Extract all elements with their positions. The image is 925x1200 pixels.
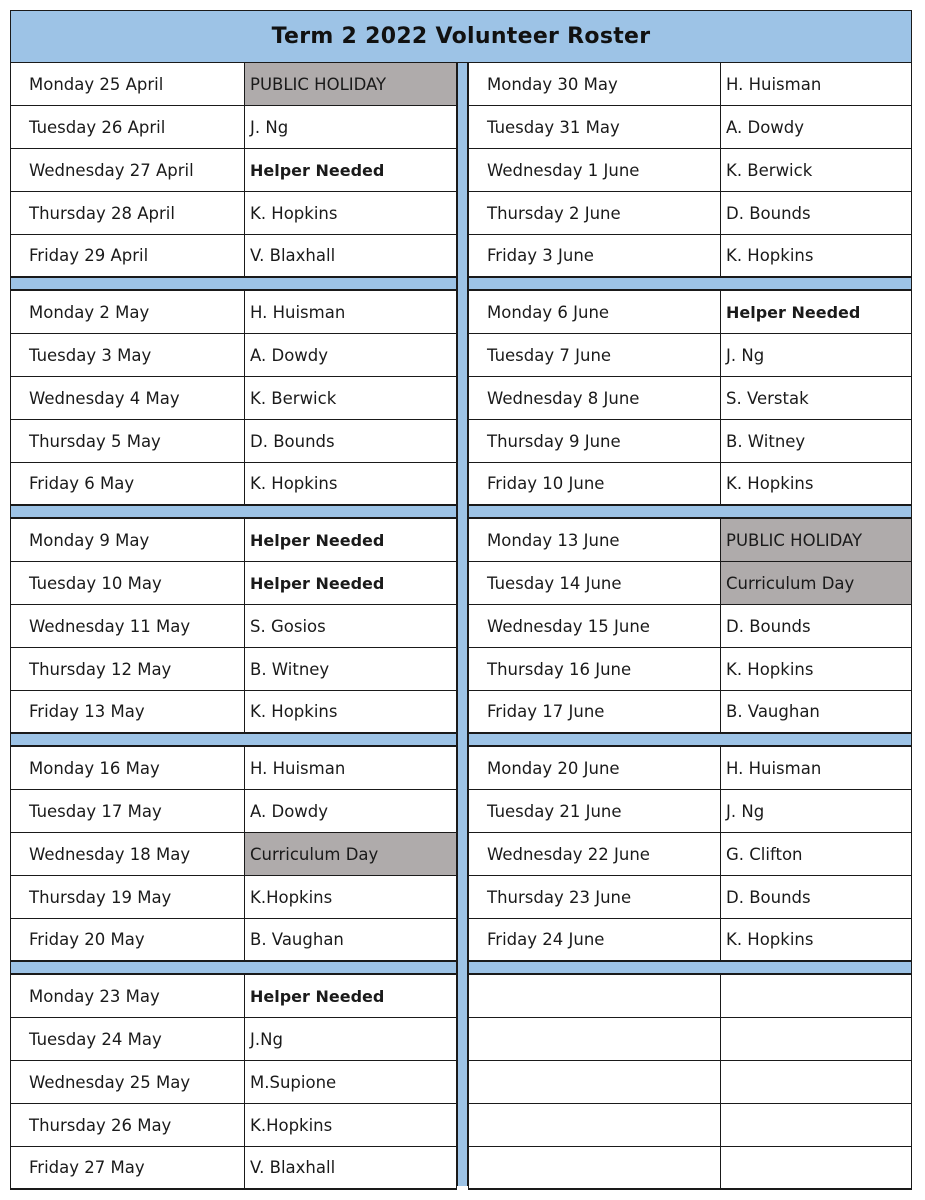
day-cell: Thursday 19 May xyxy=(11,876,245,918)
day-cell: Friday 24 June xyxy=(469,919,721,960)
day-cell: Thursday 2 June xyxy=(469,192,721,234)
roster-title: Term 2 2022 Volunteer Roster xyxy=(10,10,912,63)
roster-row xyxy=(469,106,911,149)
week-separator xyxy=(468,506,912,519)
roster-row xyxy=(469,192,911,235)
non-school-day-cell: PUBLIC HOLIDAY xyxy=(245,63,456,105)
week-separator xyxy=(468,962,912,975)
day-cell: Wednesday 11 May xyxy=(11,605,245,647)
week-block xyxy=(468,291,912,506)
volunteer-cell: K. Hopkins xyxy=(250,702,338,721)
roster-row xyxy=(11,833,456,876)
volunteer-cell: J. Ng xyxy=(726,345,765,365)
day-cell: Monday 16 May xyxy=(11,747,245,789)
day-cell: Tuesday 24 May xyxy=(11,1018,245,1060)
roster-row xyxy=(469,1104,911,1147)
volunteer-cell: D. Bounds xyxy=(726,887,811,907)
roster-row xyxy=(469,975,911,1018)
roster-row xyxy=(469,648,911,691)
week-block xyxy=(10,519,457,734)
volunteer-cell: K. Hopkins xyxy=(726,246,814,265)
volunteer-cell: K.Hopkins xyxy=(250,887,333,907)
day-cell xyxy=(469,1147,721,1188)
roster-row xyxy=(469,605,911,648)
day-cell: Friday 20 May xyxy=(11,919,245,960)
day-cell: Thursday 28 April xyxy=(11,192,245,234)
volunteer-cell: K. Berwick xyxy=(250,388,337,408)
day-cell: Thursday 12 May xyxy=(11,648,245,690)
day-cell: Friday 13 May xyxy=(11,691,245,732)
roster-row xyxy=(469,63,911,106)
left-column xyxy=(10,63,457,1190)
volunteer-cell: K. Hopkins xyxy=(250,203,338,223)
volunteer-cell: B. Vaughan xyxy=(250,930,344,949)
roster-row xyxy=(11,192,456,235)
day-cell: Friday 6 May xyxy=(11,463,245,504)
day-cell: Friday 29 April xyxy=(11,235,245,276)
roster-row xyxy=(11,562,456,605)
roster-row xyxy=(469,235,911,278)
roster-row xyxy=(11,519,456,562)
volunteer-cell: A. Dowdy xyxy=(250,345,329,365)
non-school-day-cell: Curriculum Day xyxy=(721,562,911,604)
roster-table xyxy=(10,10,912,1186)
roster-row xyxy=(469,833,911,876)
roster-row xyxy=(11,790,456,833)
volunteer-cell xyxy=(721,1104,911,1146)
week-block xyxy=(10,63,457,278)
week-block xyxy=(468,747,912,962)
day-cell: Thursday 5 May xyxy=(11,420,245,462)
day-cell xyxy=(469,1104,721,1146)
day-cell: Wednesday 22 June xyxy=(469,833,721,875)
day-cell xyxy=(469,1061,721,1103)
day-cell xyxy=(469,975,721,1017)
roster-row xyxy=(469,790,911,833)
roster-row xyxy=(11,291,456,334)
helper-needed-cell: Helper Needed xyxy=(250,986,385,1006)
column-divider xyxy=(457,63,468,1186)
day-cell xyxy=(469,1018,721,1060)
volunteer-cell: G. Clifton xyxy=(726,844,803,864)
roster-row xyxy=(11,334,456,377)
roster-row xyxy=(469,377,911,420)
day-cell: Tuesday 14 June xyxy=(469,562,721,604)
volunteer-cell: J. Ng xyxy=(250,117,289,137)
day-cell: Friday 3 June xyxy=(469,235,721,276)
day-cell: Monday 23 May xyxy=(11,975,245,1017)
helper-needed-cell: Helper Needed xyxy=(726,302,861,322)
day-cell: Monday 9 May xyxy=(11,519,245,561)
roster-row xyxy=(11,691,456,734)
roster-row xyxy=(469,519,911,562)
roster-row xyxy=(469,420,911,463)
volunteer-cell: K. Hopkins xyxy=(726,659,814,679)
volunteer-cell xyxy=(721,1018,911,1060)
week-separator xyxy=(468,734,912,747)
week-block xyxy=(468,63,912,278)
roster-row xyxy=(11,876,456,919)
volunteer-cell: J. Ng xyxy=(726,801,765,821)
volunteer-cell: K.Hopkins xyxy=(250,1115,333,1135)
week-separator xyxy=(468,278,912,291)
day-cell: Wednesday 8 June xyxy=(469,377,721,419)
non-school-day-cell: PUBLIC HOLIDAY xyxy=(721,519,911,561)
roster-row xyxy=(469,1061,911,1104)
volunteer-cell: B. Witney xyxy=(726,431,806,451)
volunteer-cell: K. Hopkins xyxy=(726,474,814,493)
day-cell: Tuesday 26 April xyxy=(11,106,245,148)
roster-row xyxy=(469,1147,911,1190)
roster-row xyxy=(11,377,456,420)
volunteer-cell: S. Gosios xyxy=(250,616,326,636)
roster-row xyxy=(469,876,911,919)
roster-row xyxy=(469,463,911,506)
day-cell: Thursday 23 June xyxy=(469,876,721,918)
volunteer-cell: M.Supione xyxy=(250,1072,337,1092)
week-block xyxy=(468,519,912,734)
volunteer-cell: A. Dowdy xyxy=(726,117,805,137)
day-cell: Friday 27 May xyxy=(11,1147,245,1188)
roster-row xyxy=(469,291,911,334)
week-separator xyxy=(10,506,457,519)
week-separator xyxy=(10,278,457,291)
helper-needed-cell: Helper Needed xyxy=(250,160,385,180)
roster-row xyxy=(469,691,911,734)
week-block xyxy=(10,747,457,962)
helper-needed-cell: Helper Needed xyxy=(250,530,385,550)
volunteer-cell: V. Blaxhall xyxy=(250,1158,336,1177)
roster-row xyxy=(469,334,911,377)
volunteer-cell xyxy=(721,1147,911,1188)
roster-row xyxy=(11,463,456,506)
volunteer-cell: V. Blaxhall xyxy=(250,246,336,265)
roster-row xyxy=(11,975,456,1018)
roster-row xyxy=(469,747,911,790)
volunteer-cell: H. Huisman xyxy=(250,302,346,322)
week-block xyxy=(468,975,912,1190)
volunteer-cell: B. Witney xyxy=(250,659,330,679)
day-cell: Friday 17 June xyxy=(469,691,721,732)
volunteer-cell xyxy=(721,1061,911,1103)
day-cell: Tuesday 17 May xyxy=(11,790,245,832)
roster-row xyxy=(11,63,456,106)
day-cell: Thursday 9 June xyxy=(469,420,721,462)
roster-row xyxy=(11,1018,456,1061)
non-school-day-cell: Curriculum Day xyxy=(245,833,456,875)
roster-row xyxy=(11,605,456,648)
day-cell: Thursday 16 June xyxy=(469,648,721,690)
volunteer-cell: H. Huisman xyxy=(726,758,822,778)
right-column xyxy=(468,63,912,1190)
day-cell: Wednesday 4 May xyxy=(11,377,245,419)
roster-row xyxy=(11,1104,456,1147)
volunteer-cell: D. Bounds xyxy=(726,616,811,636)
day-cell: Wednesday 1 June xyxy=(469,149,721,191)
day-cell: Monday 6 June xyxy=(469,291,721,333)
volunteer-cell: H. Huisman xyxy=(250,758,346,778)
day-cell: Tuesday 31 May xyxy=(469,106,721,148)
volunteer-cell: J.Ng xyxy=(250,1029,283,1049)
roster-row xyxy=(11,919,456,962)
day-cell: Monday 20 June xyxy=(469,747,721,789)
day-cell: Monday 30 May xyxy=(469,63,721,105)
day-cell: Friday 10 June xyxy=(469,463,721,504)
roster-row xyxy=(11,747,456,790)
volunteer-cell xyxy=(721,975,911,1017)
volunteer-cell: K. Berwick xyxy=(726,160,813,180)
roster-row xyxy=(11,106,456,149)
day-cell: Tuesday 21 June xyxy=(469,790,721,832)
roster-row xyxy=(11,149,456,192)
volunteer-cell: K. Hopkins xyxy=(250,474,338,493)
helper-needed-cell: Helper Needed xyxy=(250,573,385,593)
day-cell: Monday 25 April xyxy=(11,63,245,105)
week-block xyxy=(10,975,457,1190)
volunteer-cell: D. Bounds xyxy=(726,203,811,223)
week-separator xyxy=(10,962,457,975)
volunteer-cell: S. Verstak xyxy=(726,388,809,408)
volunteer-cell: D. Bounds xyxy=(250,431,335,451)
week-separator xyxy=(10,734,457,747)
day-cell: Thursday 26 May xyxy=(11,1104,245,1146)
volunteer-cell: H. Huisman xyxy=(726,74,822,94)
volunteer-cell: K. Hopkins xyxy=(726,930,814,949)
day-cell: Tuesday 7 June xyxy=(469,334,721,376)
roster-row xyxy=(11,648,456,691)
roster-row xyxy=(11,1061,456,1104)
day-cell: Tuesday 3 May xyxy=(11,334,245,376)
day-cell: Wednesday 25 May xyxy=(11,1061,245,1103)
roster-row xyxy=(469,562,911,605)
day-cell: Monday 2 May xyxy=(11,291,245,333)
day-cell: Wednesday 27 April xyxy=(11,149,245,191)
day-cell: Wednesday 18 May xyxy=(11,833,245,875)
roster-row xyxy=(11,1147,456,1190)
volunteer-cell: B. Vaughan xyxy=(726,702,820,721)
roster-row xyxy=(11,420,456,463)
roster-row xyxy=(469,919,911,962)
roster-row xyxy=(469,1018,911,1061)
roster-row xyxy=(469,149,911,192)
day-cell: Monday 13 June xyxy=(469,519,721,561)
day-cell: Wednesday 15 June xyxy=(469,605,721,647)
roster-row xyxy=(11,235,456,278)
volunteer-cell: A. Dowdy xyxy=(250,801,329,821)
day-cell: Tuesday 10 May xyxy=(11,562,245,604)
week-block xyxy=(10,291,457,506)
